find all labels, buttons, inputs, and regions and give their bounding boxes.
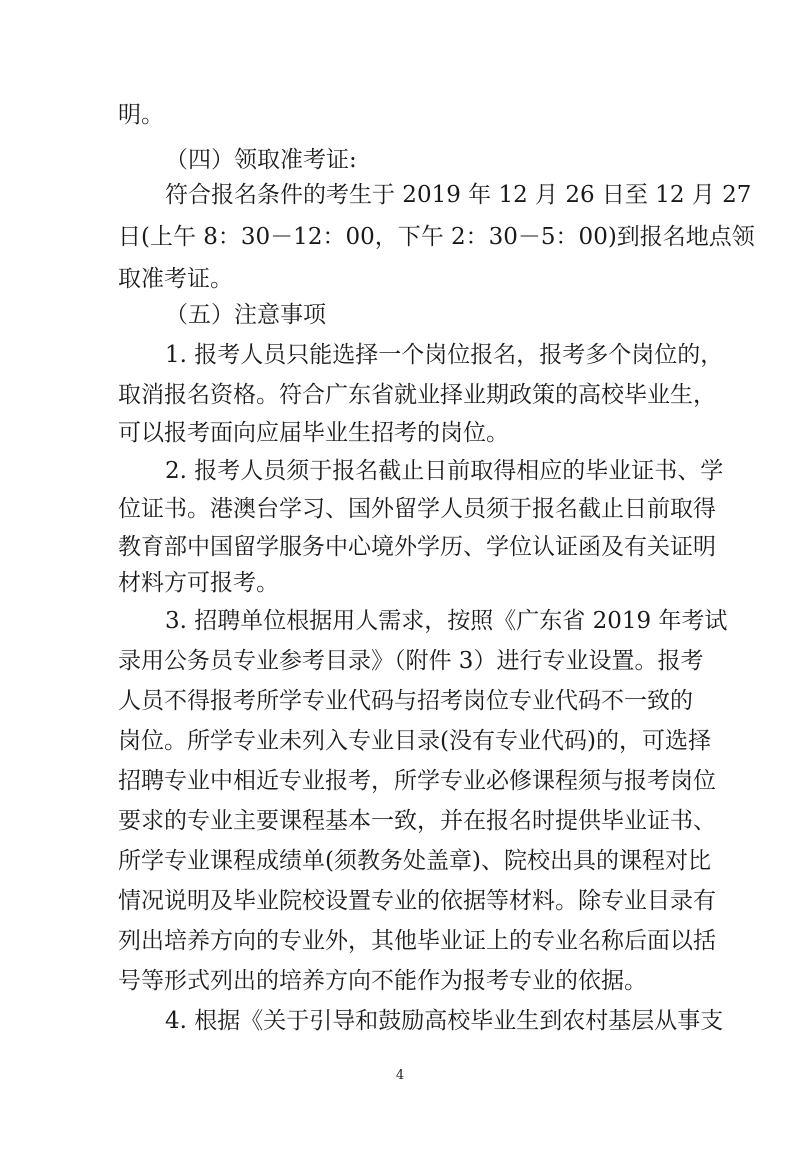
text-line: 岗位。所学专业未列入专业目录(没有专业代码)的，可选择 [118,728,711,754]
text-line: 人员不得报考所学专业代码与招考岗位专业代码不一致的 [118,688,693,714]
text-line: 所学专业课程成绩单(须教务处盖章)、院校出具的课程对比 [118,848,711,874]
text-line: 4. 根据《关于引导和鼓励高校毕业生到农村基层从事支 [165,1008,724,1034]
page-number: 4 [395,1068,405,1083]
text-line: 2. 报考人员须于报名截止日前取得相应的毕业证书、学 [165,458,724,484]
text-line: 日(上午 8：30－12：00，下午 2：30－5：00)到报名地点领 [118,224,755,250]
text-line: 符合报名条件的考生于 2019 年 12 月 26 日至 12 月 27 [165,182,752,208]
text-line: 教育部中国留学服务中心境外学历、学位认证函及有关证明 [118,534,716,560]
text-line: 要求的专业主要课程基本一致，并在报名时提供毕业证书、 [118,808,716,834]
text-line: 录用公务员专业参考目录》（附件 3）进行专业设置。报考 [118,648,704,674]
section-heading: （五）注意事项 [165,302,326,328]
text-line: 3. 招聘单位根据用人需求，按照《广东省 2019 年考试 [165,608,728,634]
text-line: 明。 [118,102,164,128]
text-line: 情况说明及毕业院校设置专业的依据等材料。除专业目录有 [118,888,716,914]
text-line: 列出培养方向的专业外，其他毕业证上的专业名称后面以括 [118,928,716,954]
section-heading: （四）领取准考证: [165,147,357,173]
text-line: 材料方可报考。 [118,570,279,596]
text-line: 可以报考面向应届毕业生招考的岗位。 [118,420,509,446]
text-line: 招聘专业中相近专业报考，所学专业必修课程须与报考岗位 [118,768,716,794]
text-line: 号等形式列出的培养方向不能作为报考专业的依据。 [118,968,647,994]
text-line: 位证书。港澳台学习、国外留学人员须于报名截止日前取得 [118,496,716,522]
text-line: 1. 报考人员只能选择一个岗位报名，报考多个岗位的， [165,342,724,368]
text-line: 取准考证。 [118,266,233,292]
text-line: 取消报名资格。符合广东省就业择业期政策的高校毕业生， [118,382,716,408]
